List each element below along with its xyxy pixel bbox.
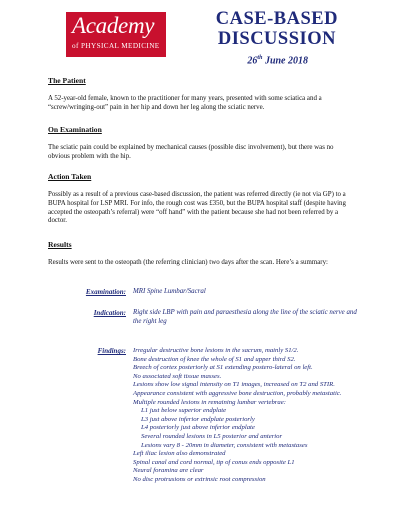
finding-item: Neural foramina are clear [133, 467, 204, 475]
finding-item: Lesions show low signal intensity on T1 images, increased on T2 and STIR. [133, 381, 335, 389]
finding-item: Irregular destructive bone lesions in the sacrum, mainly S1/2. [133, 347, 299, 354]
value-examination: MRI Spine Lumbar/Sacral [133, 288, 206, 295]
value-indication: Right side LBP with pain and paraesthesia along the line of the sciatic nerve and the right leg [133, 309, 357, 325]
finding-item: No disc protrusions or extrinsic root compression [133, 475, 266, 483]
heading-action: Action Taken [48, 172, 92, 181]
finding-item: Left iliac lesion also demonstrated [133, 450, 226, 458]
finding-item: L4 posteriorly just above inferior endplate [141, 424, 255, 432]
finding-item: Bone destruction of knee the whole of S1 and upper third S2. [133, 355, 296, 363]
findings-list [133, 347, 358, 485]
finding-item: Breech of cortex posteriorly at S1 extending postero-lateral on left. [133, 364, 313, 372]
finding-item: L3 just above inferior endplate posteriorly [141, 415, 255, 423]
heading-patient: The Patient [48, 76, 86, 85]
label-indication: Indication: [93, 309, 126, 317]
title-line-2: DISCUSSION [217, 29, 336, 49]
label-findings: Findings: [97, 347, 126, 355]
finding-item: L1 just below superior endplate [141, 407, 227, 415]
date-rest: June 2018 [262, 55, 308, 67]
date-day: 26 [247, 55, 258, 67]
date-suffix: th [257, 55, 263, 61]
text-examination: The sciatic pain could be explained by mechanical causes (possible disc involvement), but there was no obvious problem with the hip. [48, 144, 334, 160]
finding-item: Appearance consistent with aggressive bone destruction, probably metastatic. [133, 389, 342, 397]
finding-item: Multiple rounded lesions in remaining lumbar vertebrae: [133, 398, 286, 406]
heading-results: Results [48, 240, 72, 249]
finding-item: Several rounded lesions in L5 posterior and anterior [141, 432, 283, 440]
text-patient: A 52-year-old female, known to the practitioner for many years, presented with some sciatica and a “screw/wringing-out” pain in her hip and down her leg along the sciatic nerve. [48, 95, 322, 111]
finding-item: Spinal canal and cord normal, tip of conus ends opposite L1 [133, 458, 295, 466]
document-title [216, 9, 338, 49]
title-line-1: CASE-BASED [215, 9, 338, 29]
logo-subtitle: of PHYSICAL MEDICINE [72, 42, 160, 50]
logo-name: Academy [72, 13, 155, 38]
heading-examination: On Examination [48, 125, 102, 134]
finding-item: Lesions vary 8 - 20mm in diameter, consistent with metastases [141, 441, 308, 449]
academy-logo [66, 12, 166, 57]
text-results: Results were sent to the osteopath (the referring clinician) two days after the scan. Here’s a summary: [48, 259, 328, 266]
text-action: Possibly as a result of a previous case-based discussion, the patient was referred directly (ie not via GP) to a BUPA hospital for LSP MRI. For info, the rough cost was £350, but the BUPA hospital staff (despite having accepted the osteopath’s referral) were “off hand” with the patient because she had not been referred by a doctor. [48, 191, 346, 225]
finding-item: No associated soft tissue masses. [133, 372, 222, 380]
document-date [247, 55, 308, 66]
label-examination: Examination: [85, 288, 126, 296]
